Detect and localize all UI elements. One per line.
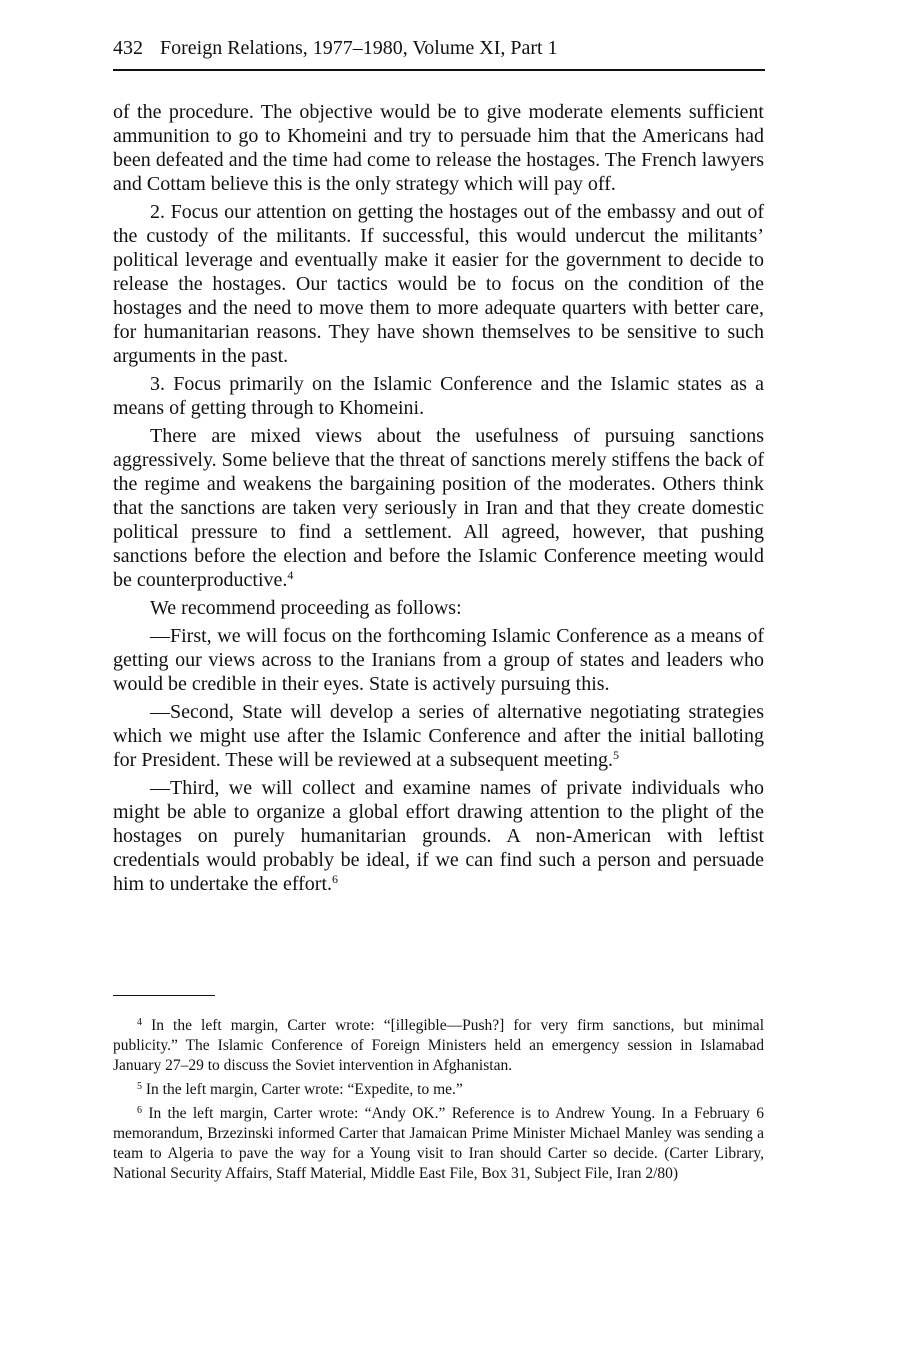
running-title: Foreign Relations, 1977–1980, Volume XI, Part 1	[160, 37, 558, 59]
paragraph-7-text: —Second, State will develop a series of alternative negotiating strategies which we might use after the Islamic Conference and after the initial balloting for President. These will be reviewed at a subsequent meeting.	[113, 701, 764, 771]
paragraph-8-text: —Third, we will collect and examine names of private individuals who might be able to organize a global effort drawing attention to the plight of the hostages on purely humanitarian grounds. A non-American with leftist credentials would probably be ideal, if we can find such a person and persuade him to undertake the effort.	[113, 777, 764, 895]
paragraph-4-text: There are mixed views about the usefulness of pursuing sanctions aggressively. Some believe that the threat of sanctions merely stiffens the back of the regime and weakens the bargaining position of the moderates. Others think that the sanctions are taken very seriously in Iran and that they create domestic political pressure to find a settlement. All agreed, however, that pushing sanctions before the election and before the Islamic Conference meeting would be counterproductive.	[113, 425, 764, 591]
running-header	[113, 34, 765, 62]
paragraph-5: We recommend proceeding as follows:	[150, 597, 462, 619]
footnote-rule	[113, 995, 215, 996]
header-rule	[113, 69, 765, 71]
paragraph-2: 2. Focus our attention on getting the hostages out of the embassy and out of the custody of the militants. If successful, this would undercut the militants’ political leverage and eventually make it easier for the government to decide to release the hostages. Our tactics would be to focus on the condition of the hostages and the need to move them to more adequate quarters with better care, for humanitarian reasons. They have shown themselves to be sensitive to such arguments in the past.	[113, 201, 764, 367]
footnote-number: 6	[137, 1105, 142, 1116]
footnotes	[113, 1016, 764, 1188]
paragraph-4	[113, 424, 764, 592]
footnote-6	[113, 1104, 764, 1184]
footnote-text: In the left margin, Carter wrote: “[illegible—Push?] for very firm sanctions, but minimal publicity.” The Islamic Conference of Foreign Ministers held an emergency session in Islamabad January 27–29 to discuss the Soviet intervention in Afghanistan.	[113, 1017, 764, 1074]
footnote-number: 4	[137, 1017, 142, 1028]
footnote-text: In the left margin, Carter wrote: “Expedite, to me.”	[145, 1081, 463, 1098]
body-text	[113, 100, 764, 900]
paragraph-1: of the procedure. The objective would be to give moderate elements sufficient ammunition to go to Khomeini and try to persuade him that the Americans had been defeated and the time had come to release the hostages. The French lawyers and Cottam believe this is the only strategy which will pay off.	[113, 101, 764, 195]
paragraph-6: —First, we will focus on the forthcoming Islamic Conference as a means of getting our views across to the Iranians from a group of states and leaders who would be credible in their eyes. State is actively pursuing this.	[113, 625, 764, 695]
footnote-ref-6: 6	[332, 872, 339, 886]
footnote-ref-5: 5	[613, 748, 620, 762]
footnote-number: 5	[137, 1081, 142, 1092]
page-number: 432	[113, 37, 143, 59]
paragraph-7	[113, 700, 764, 772]
paragraph-3: 3. Focus primarily on the Islamic Conference and the Islamic states as a means of getting through to Khomeini.	[113, 373, 764, 419]
footnote-ref-4: 4	[287, 568, 294, 582]
footnote-5	[113, 1080, 764, 1100]
footnote-text: In the left margin, Carter wrote: “Andy OK.” Reference is to Andrew Young. In a February 6 memorandum, Brzezinski informed Carter that Jamaican Prime Minister Michael Manley was sending a team to Algeria to pave the way for a Young visit to Iran should Carter so decide. (Carter Library, National Security Affairs, Staff Material, Middle East File, Box 31, Subject File, Iran 2/80)	[113, 1105, 764, 1182]
paragraph-8	[113, 776, 764, 896]
footnote-4	[113, 1016, 764, 1076]
